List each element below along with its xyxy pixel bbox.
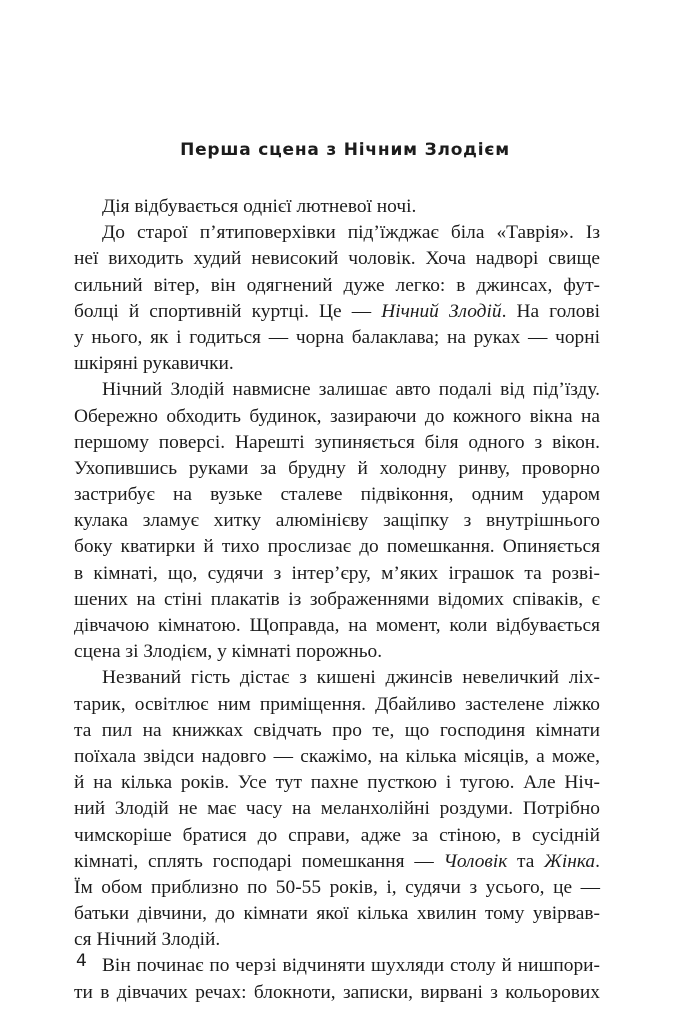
- text-line: й на кілька років. Усе тут пахне пусткою і тугою. Але Ніч-: [74, 772, 600, 794]
- text-line: Незваний гість дістає з кишені джинсів невеличкий ліх-: [102, 667, 600, 689]
- text-line: першому поверсі. Нарешті зупиняється біля одного з вікон.: [74, 431, 600, 453]
- text-line: До старої п’ятиповерхівки під’їжджає біла «Таврія». Із: [102, 222, 600, 244]
- page-title: Перша сцена з Нічним Злодієм: [180, 140, 510, 160]
- text-line: Ухопившись руками за брудну й холодну ринву, проворно: [74, 457, 600, 479]
- text-line: шених на стіні плакатів із зображеннями відомих співаків, є: [74, 588, 600, 610]
- text-line: в кімнаті, що, судячи з інтер’єру, м’яких іграшок та розві-: [74, 562, 600, 584]
- text-line: у нього, як і годиться — чорна балаклава; на руках — чорні: [74, 326, 600, 348]
- text-line: кулака зламує хитку алюмінієву защіпку з внутрішнього: [74, 510, 600, 532]
- text-line: та пил на книжках свідчать про те, що господиня кімнати: [74, 719, 600, 741]
- body-text: [74, 194, 600, 1006]
- text-line: неї виходить худий невисокий чоловік. Хоча надворі свище: [74, 248, 600, 270]
- text-line: Він починає по черзі відчиняти шухляди столу й нишпори-: [102, 955, 600, 977]
- text-line: болці й спортивній куртці. Це — Нічний Злодій. На голові: [74, 300, 601, 322]
- text-line: сцена зі Злодієм, у кімнаті порожньо.: [74, 641, 383, 663]
- text-line: Обережно обходить будинок, зазираючи до кожного вікна на: [74, 405, 600, 427]
- text-line: кімнаті, сплять господарі помешкання — Чоловік та Жінка.: [74, 850, 600, 872]
- text-line: Їм обом приблизно по 50-55 років, і, судячи з усього, це —: [74, 876, 600, 898]
- text-line: батьки дівчини, до кімнати якої кілька хвилин тому увірвав-: [74, 903, 600, 925]
- text-line: ся Нічний Злодій.: [74, 929, 221, 951]
- text-line: ний Злодій не має часу на меланхолійні роздуми. Потрібно: [74, 798, 600, 820]
- text-line: дівчачою кімнатою. Щоправда, на момент, коли відбувається: [74, 615, 600, 636]
- text-line: сильний вітер, він одягнений дуже легко: в джинсах, фут-: [74, 274, 600, 296]
- text-line: боку кватирки й тихо прослизає до помешкання. Опиняється: [74, 536, 600, 558]
- text-line: шкіряні рукавички.: [74, 353, 234, 375]
- text-line: ти в дівчачих речах: блокноти, записки, вирвані з кольорових: [74, 981, 600, 1003]
- page-number: 4: [76, 951, 87, 971]
- text-line: Дія відбувається однієї лютневої ночі.: [102, 196, 417, 217]
- text-line: тарик, освітлює ним приміщення. Дбайливо застелене ліжко: [74, 693, 600, 715]
- text-line: чимскоріше братися до справи, адже за стіною, в сусідній: [74, 824, 600, 846]
- text-line: поїхала звідси надовго — скажімо, на кілька місяців, а може,: [74, 745, 600, 767]
- text-line: Нічний Злодій навмисне залишає авто подалі від під’їзду.: [102, 379, 600, 401]
- text-line: застрибує на вузьке сталеве підвіконня, одним ударом: [74, 484, 600, 506]
